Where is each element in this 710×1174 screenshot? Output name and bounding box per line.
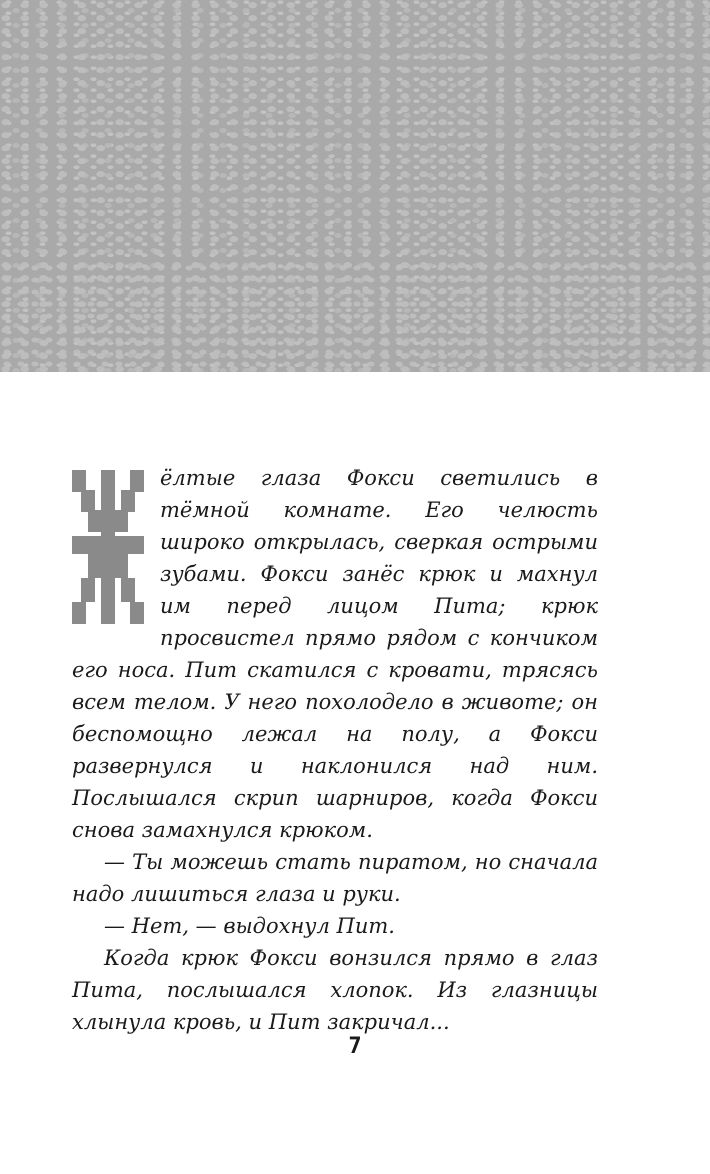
paragraph-1: ёлтые глаза Фокси светились в тёмной комнате. Его челюсть широко открылась, сверкая острыми зубами. Фокси занёс крюк и махнул им перед лицом Пита; крюк просвистел прямо рядом с кончиком его носа. Пит скатился с кровати, трясясь всем телом. У него похолодело в животе; он беспомощно лежал на полу, а Фокси развернулся и наклонился над ним. Послышался скрип шарниров, когда Фокси снова замахнулся крюком.	[72, 466, 598, 842]
header-texture-band	[0, 0, 710, 372]
paragraph-2: — Ты можешь стать пиратом, но сначала надо лишиться глаза и руки.	[72, 850, 598, 906]
paragraph-4: Когда крюк Фокси вонзился прямо в глаз Пита, послышался хлопок. Из глазницы хлынула кровь, и Пит закричал...	[72, 946, 598, 1034]
page-number: 7	[348, 1034, 362, 1059]
paragraph-3: — Нет, — выдохнул Пит.	[104, 914, 395, 938]
story-text	[72, 462, 598, 1038]
drop-cap-pixel-letter	[72, 470, 144, 624]
